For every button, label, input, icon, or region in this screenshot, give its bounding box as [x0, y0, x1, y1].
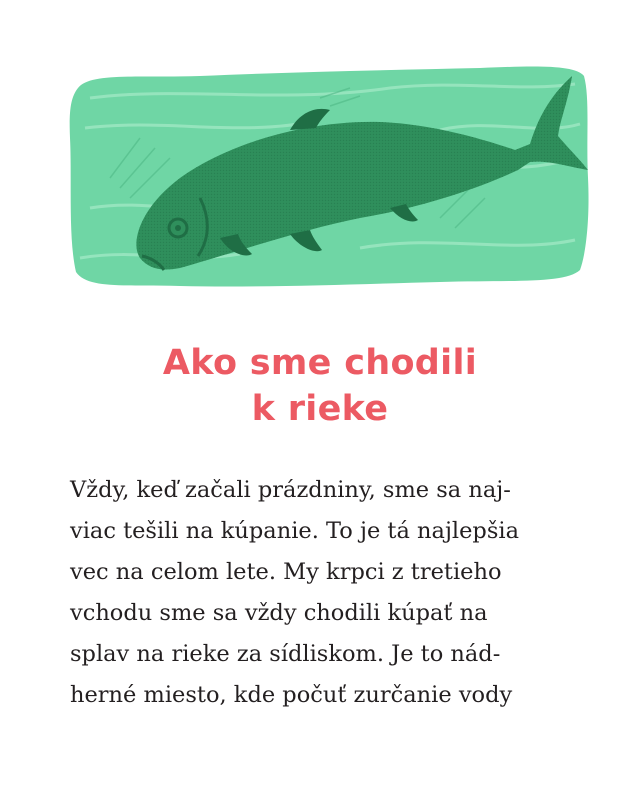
- text-line: viac tešili na kúpanie. To je tá najlepšia: [70, 518, 519, 544]
- text-line: herné miesto, kde počuť zurčanie vody: [70, 682, 513, 708]
- chapter-title: [0, 340, 640, 432]
- chapter-title-line: k rieke: [251, 389, 389, 429]
- body-paragraph: [70, 470, 590, 716]
- text-line: vchodu sme sa vždy chodili kúpať na: [70, 600, 488, 626]
- fish-illustration: [60, 58, 590, 294]
- text-line: vec na celom lete. My krpci z tretieho: [70, 559, 502, 585]
- fish-illustration-icon: [60, 58, 590, 294]
- chapter-title-line: Ako sme chodili: [162, 343, 478, 383]
- text-line: splav na rieke za sídliskom. Je to nád-: [70, 641, 501, 667]
- text-line: Vždy, keď začali prázdniny, sme sa naj-: [70, 477, 511, 503]
